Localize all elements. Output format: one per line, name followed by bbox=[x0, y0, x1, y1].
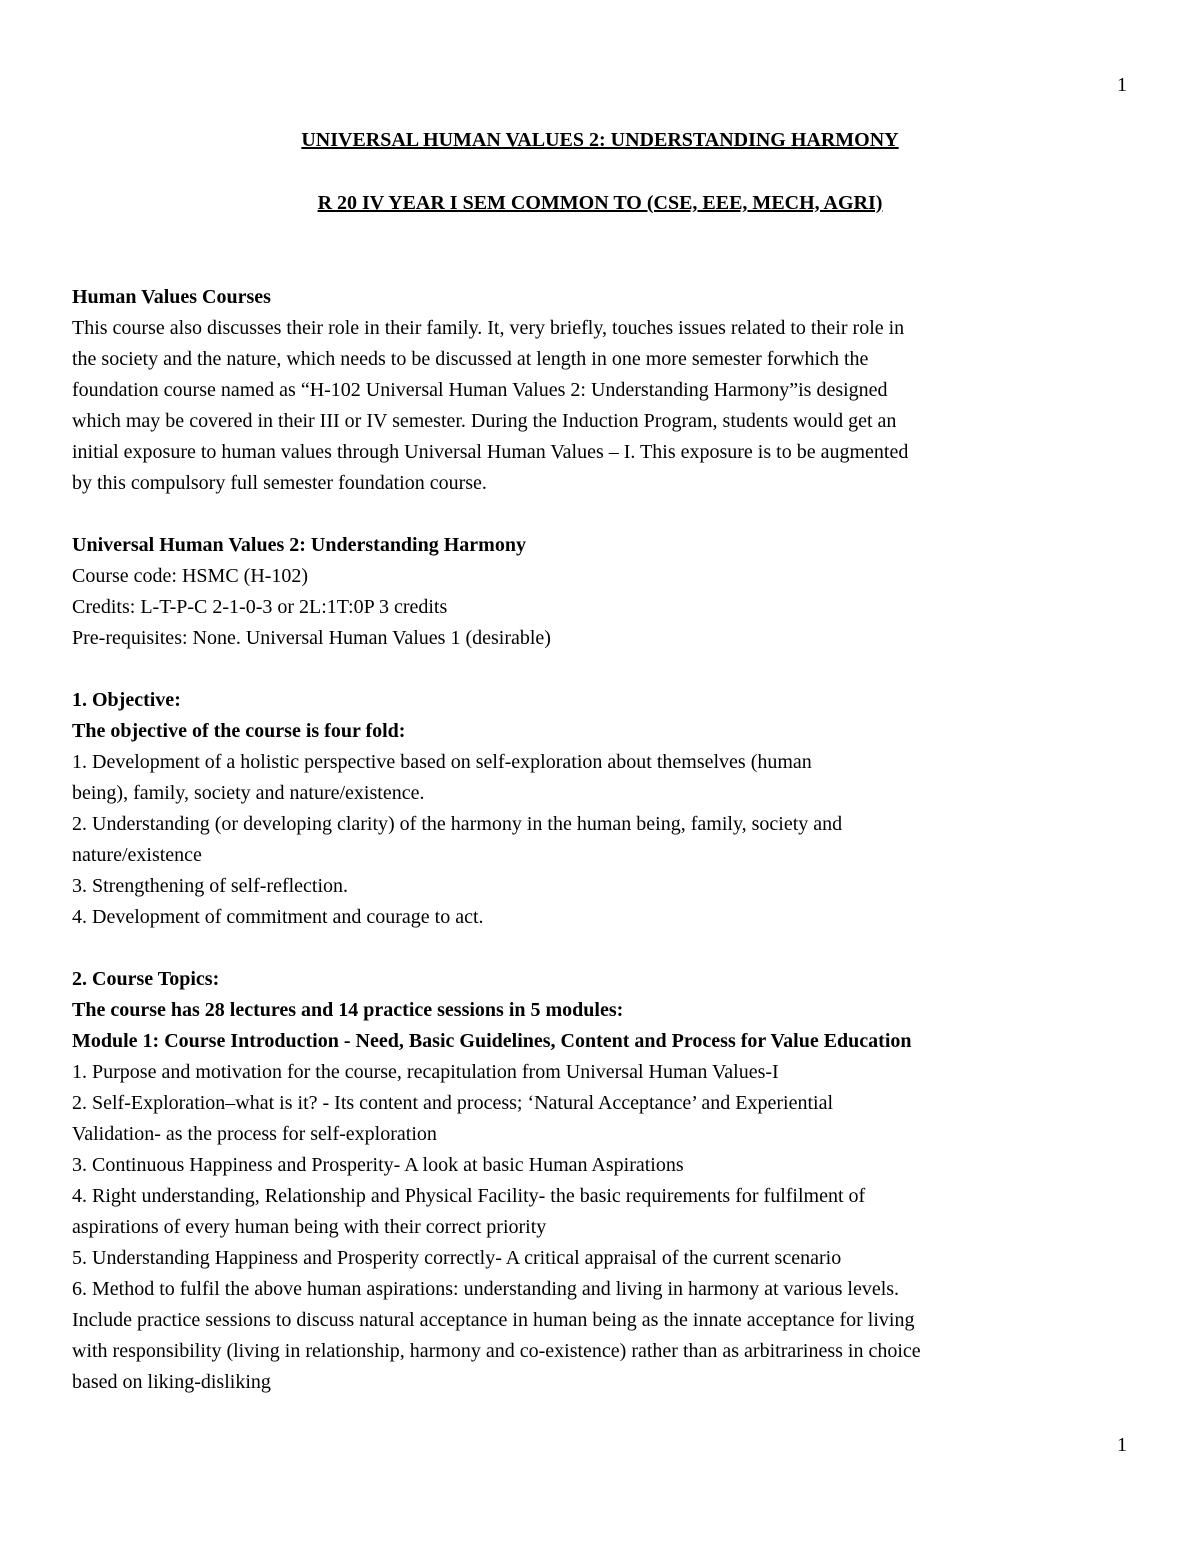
module-heading: Module 1: Course Introduction - Need, Basic Guidelines, Content and Process for Value Education bbox=[72, 1030, 912, 1052]
section-heading: 1. Objective: bbox=[72, 689, 181, 711]
list-line: 1. Development of a holistic perspective based on self-exploration about themselves (human bbox=[72, 751, 812, 773]
list-line: 2. Understanding (or developing clarity) of the harmony in the human being, family, society and bbox=[72, 813, 843, 835]
prerequisites: Pre-requisites: None. Universal Human Values 1 (desirable) bbox=[72, 627, 551, 649]
page-number-top: 1 bbox=[1117, 74, 1127, 96]
section-subheading: The objective of the course is four fold: bbox=[72, 720, 406, 742]
page-number-bottom: 1 bbox=[1117, 1434, 1127, 1456]
course-info-section bbox=[72, 530, 1072, 654]
document-title: UNIVERSAL HUMAN VALUES 2: UNDERSTANDING HARMONY bbox=[301, 129, 899, 151]
list-line: 5. Understanding Happiness and Prosperity correctly- A critical appraisal of the current scenario bbox=[72, 1247, 842, 1269]
list-line: aspirations of every human being with their correct priority bbox=[72, 1216, 547, 1238]
paragraph-line: foundation course named as “H-102 Universal Human Values 2: Understanding Harmony”is designed bbox=[72, 379, 888, 401]
list-line: Include practice sessions to discuss natural acceptance in human being as the innate acceptance for living bbox=[72, 1309, 915, 1331]
section-subheading: The course has 28 lectures and 14 practice sessions in 5 modules: bbox=[72, 999, 624, 1021]
paragraph-line: the society and the nature, which needs to be discussed at length in one more semester forwhich the bbox=[72, 348, 869, 370]
paragraph-line: initial exposure to human values through Universal Human Values – I. This exposure is to be augmented bbox=[72, 441, 909, 463]
course-code: Course code: HSMC (H-102) bbox=[72, 565, 309, 587]
list-line: nature/existence bbox=[72, 844, 202, 866]
document-body bbox=[72, 282, 1072, 1398]
section-heading: Human Values Courses bbox=[72, 286, 271, 308]
list-line: 6. Method to fulfil the above human aspirations: understanding and living in harmony at various levels. bbox=[72, 1278, 900, 1300]
document-subtitle: R 20 IV YEAR I SEM COMMON TO (CSE, EEE, MECH, AGRI) bbox=[317, 192, 883, 214]
list-line: Validation- as the process for self-exploration bbox=[72, 1123, 437, 1145]
list-line: 2. Self-Exploration–what is it? - Its content and process; ‘Natural Acceptance’ and Experiential bbox=[72, 1092, 834, 1114]
human-values-courses-section bbox=[72, 282, 1072, 499]
section-heading: 2. Course Topics: bbox=[72, 968, 220, 990]
list-line: 3. Strengthening of self-reflection. bbox=[72, 875, 349, 897]
credits: Credits: L-T-P-C 2-1-0-3 or 2L:1T:0P 3 credits bbox=[72, 596, 448, 618]
list-line: based on liking-disliking bbox=[72, 1371, 271, 1393]
list-line: 3. Continuous Happiness and Prosperity- A look at basic Human Aspirations bbox=[72, 1154, 684, 1176]
paragraph-line: by this compulsory full semester foundation course. bbox=[72, 472, 487, 494]
list-line: with responsibility (living in relationship, harmony and co-existence) rather than as arbitrariness in choice bbox=[72, 1340, 921, 1362]
paragraph-line: This course also discusses their role in their family. It, very briefly, touches issues related to their role in bbox=[72, 317, 905, 339]
paragraph-line: which may be covered in their III or IV semester. During the Induction Program, students would get an bbox=[72, 410, 897, 432]
section-heading: Universal Human Values 2: Understanding Harmony bbox=[72, 534, 526, 556]
list-line: 4. Right understanding, Relationship and Physical Facility- the basic requirements for fulfilment of bbox=[72, 1185, 866, 1207]
list-line: 1. Purpose and motivation for the course, recapitulation from Universal Human Values-I bbox=[72, 1061, 779, 1083]
list-line: being), family, society and nature/existence. bbox=[72, 782, 425, 804]
objective-section bbox=[72, 685, 1072, 933]
list-line: 4. Development of commitment and courage to act. bbox=[72, 906, 484, 928]
course-topics-section bbox=[72, 964, 1072, 1398]
